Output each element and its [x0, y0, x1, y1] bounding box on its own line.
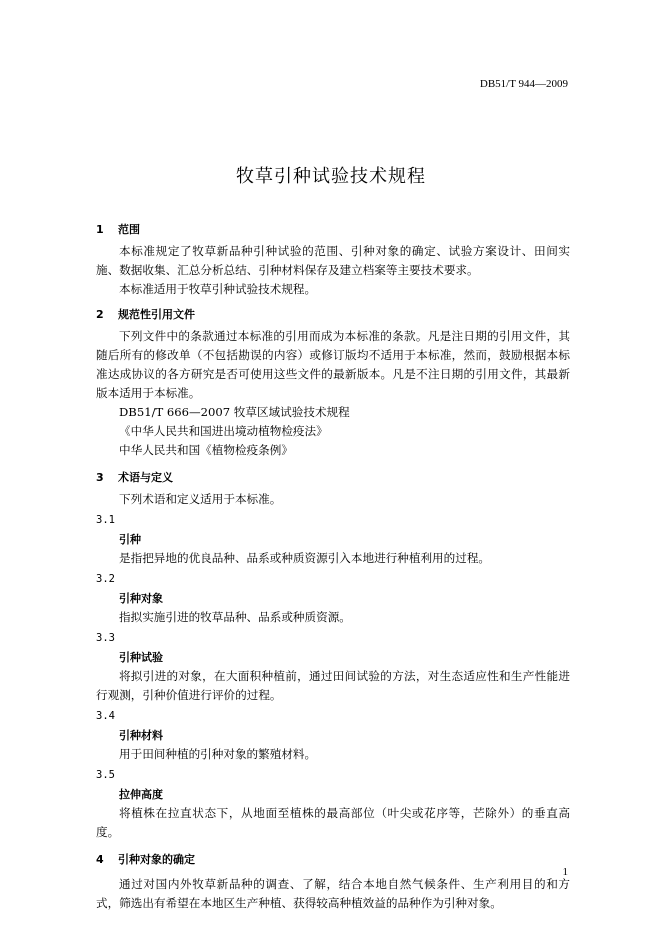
section-heading-1 [96, 220, 570, 239]
term-definition: 是指把异地的优良品种、品系或种质资源引入本地进行种植利用的过程。 [119, 551, 491, 565]
term-definition: 将植株在拉直状态下，从地面至植株的最高部位（叶尖或花序等，芒除外）的垂直高度。 [96, 806, 570, 839]
term-title: 引种 [119, 533, 141, 546]
term-number: 3.3 [96, 632, 115, 644]
reference-item: DB51/T 666—2007 牧草区域试验技术规程 [119, 405, 350, 419]
paragraph: 下列术语和定义适用于本标准。 [119, 492, 282, 506]
section-heading-2 [96, 305, 570, 324]
term-title: 引种对象 [119, 592, 163, 605]
term-number: 3.2 [96, 573, 115, 585]
term-title: 引种材料 [119, 729, 163, 742]
section-number: 1 [96, 223, 104, 236]
section-heading-4 [96, 850, 570, 869]
standard-code: DB51/T 944—2009 [479, 78, 568, 90]
term-definition: 用于田间种植的引种对象的繁殖材料。 [119, 747, 317, 761]
term-title: 拉伸高度 [119, 788, 163, 801]
section-heading-3 [96, 468, 570, 487]
document-title: 牧草引种试验技术规程 [236, 166, 426, 187]
term-number: 3.5 [96, 769, 115, 781]
reference-item: 中华人民共和国《植物检疫条例》 [119, 443, 293, 457]
paragraph: 下列文件中的条款通过本标准的引用而成为本标准的条款。凡是注日期的引用文件，其随后所有的修改单（不包括勘误的内容）或修订版均不适用于本标准，然而，鼓励根据本标准达成协议的各方研究是否可使用这些文件的最新版本。凡是不注日期的引用文件，其最新版本适用于本标准。 [96, 329, 570, 400]
term-number: 3.1 [96, 514, 115, 526]
document-body [96, 216, 570, 913]
term-title: 引种试验 [119, 651, 163, 664]
term-definition: 将拟引进的对象，在大面积种植前，通过田间试验的方法，对生态适应性和生产性能进行观测，引种价值进行评价的过程。 [96, 669, 570, 702]
page-number: 1 [562, 866, 568, 878]
section-title: 引种对象的确定 [118, 853, 195, 866]
reference-item: 《中华人民共和国进出境动植物检疫法》 [119, 424, 328, 438]
paragraph: 本标准适用于牧草引种试验技术规程。 [119, 282, 317, 296]
term-number: 3.4 [96, 710, 115, 722]
section-number: 4 [96, 853, 104, 866]
section-number: 3 [96, 471, 104, 484]
section-title: 术语与定义 [118, 471, 173, 484]
section-title: 范围 [118, 223, 140, 236]
paragraph: 通过对国内外牧草新品种的调查、了解，结合本地自然气候条件、生产利用目的和方式，筛选出有希望在本地区生产种植、获得较高种植效益的品种作为引种对象。 [96, 877, 570, 910]
section-number: 2 [96, 308, 104, 321]
section-title: 规范性引用文件 [118, 308, 195, 321]
paragraph: 本标准规定了牧草新品种引种试验的范围、引种对象的确定、试验方案设计、田间实施、数据收集、汇总分析总结、引种材料保存及建立档案等主要技术要求。 [96, 244, 570, 277]
term-definition: 指拟实施引进的牧草品种、品系或种质资源。 [119, 610, 351, 624]
